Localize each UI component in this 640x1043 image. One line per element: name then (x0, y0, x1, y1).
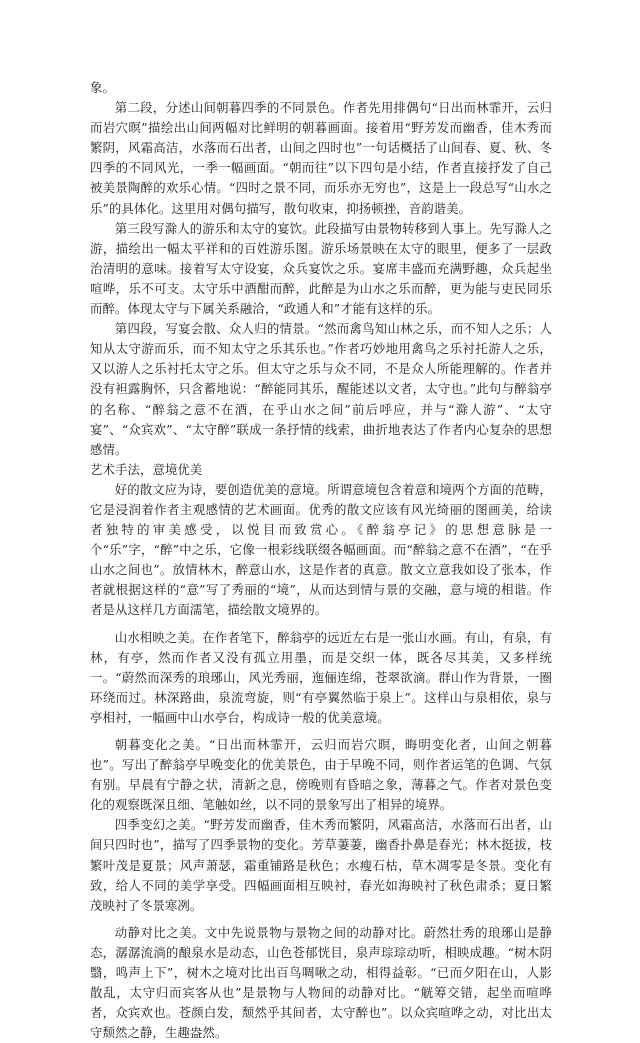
paragraph-motion-stillness-beauty: 动静对比之美。文中先说景物与景物之间的动静对比。蔚然壮秀的琅琊山是静态，潺潺流淌的酿泉水是动态，山色苍郁恍目，泉声琮琮动听，相映成趣。“树木阴翳，鸣声上下”，树木之境对比出百鸟啁啾之动，相得益彰。“已而夕阳在山，人影散乱，太守归而宾客从也”是景物与人物间的动静对比。“觥筹交错，起坐而喧哗者，众宾欢也。苍颜白发，颓然乎其间者，太守醉也”。以众宾喧哗之动，对比出太守颓然之静，生趣盎然。 (90, 924, 552, 1041)
paragraph-artistic-intro: 好的散文应为诗，要创造优美的意境。所谓意境包含着意和境两个方面的范畴，它是浸润着作者主观感情的艺术画面。优秀的散文应该有风光绮丽的图画美，给读者独特的审美感受，以悦目而致赏心。《醉翁亭记》的思想意脉是一个“乐”字，“醉”中之乐，它像一根彩线联缀各幅画面。而“醉翁之意不在酒”，“在乎山水之间也”。放情林木，醉意山水，这是作者的真意。散文立意我如设了张本，作者就根据这样的“意”写了秀丽的“境”，从而达到情与景的交融，意与境的相谐。作者是从这样几方面濡笔，描绘散文境界的。 (90, 481, 552, 618)
paragraph-continuation: 象。 (90, 80, 115, 95)
paragraph-landscape-beauty: 山水相映之美。在作者笔下，醉翁亭的远近左右是一张山水画。有山，有泉，有林，有亭，然而作者又没有孤立用墨，而是交织一体，既各尽其美，又多样统一。“蔚然而深秀的琅琊山，风光秀丽，迤俪连绵，苍翠欲滴。群山作为背景，一圈环绕而过。林深路曲，泉流弯旋，则“有亭翼然临于泉上”。这样山与泉相依，泉与亭相衬，一幅画中山水亭台，构成诗一般的优美意境。 (90, 629, 552, 725)
paragraph-four-seasons-beauty: 四季变幻之美。“野芳发而幽香，佳木秀而繁阴，风霜高洁，水落而石出者，山间只四时也”，描写了四季景物的变化。芳草萋萋，幽香扑鼻是春光；林木挺拔，枝繁叶茂是夏景；风声萧瑟，霜重铺路是秋色；水瘦石枯，草木凋零是冬景。变化有致，给人不同的美学享受。四幅画面相互映衬，春光如海映衬了秋色肃杀；夏日繁茂映衬了冬景寒冽。 (90, 817, 552, 913)
paragraph-morning-evening-beauty: 朝暮变化之美。“日出而林霏开，云归而岩穴暝，晦明变化者，山间之朝暮也”。写出了醉翁亭早晚变化的优美景色，由于早晚不同，则作者运笔的色调、气氛有别。早晨有宁静之状，清新之息，傍晚则有昏暗之象，薄暮之气。作者对景色变化的观察既深且细、笔触如丝，以不同的景象写出了相异的境界。 (90, 737, 552, 813)
paragraph-third-section: 第三段写滁人的游乐和太守的宴饮。此段描写由景物转移到人事上。先写滁人之游，描绘出一幅太平祥和的百姓游乐图。游乐场景映在太守的眼里，便多了一层政治清明的意味。接着写太守设宴，众兵宴饮之乐。宴席丰盛而充满野趣，众兵起坐喧哗，乐不可支。太守乐中酒酣而醉，此醉是为山水之乐而醉，更为能与吏民同乐而醉。体现太守与下属关系融洽，“政通人和”才能有这样的乐。 (90, 220, 552, 317)
section-heading: 艺术手法，意境优美 (90, 461, 203, 477)
paragraph-second-section: 第二段，分述山间朝暮四季的不同景色。作者先用排偶句“日出而林霏开，云归而岩穴暝”描绘出山间两幅对比鲜明的朝暮画面。接着用“野芳发而幽香，佳木秀而繁阴，风霜高洁，水落而石出者，山间之四时也”一句话概括了山间春、夏、秋、冬四季的不同风光，一季一幅画面。“朝而往”以下四句是小结，作者直接抒发了自己被美景陶醉的欢乐心情。“四时之景不同，而乐亦无穷也”，这是上一段总写“山水之乐”的具体化。这里用对偶句描写，散句收束，抑扬顿挫，音韵谐美。 (90, 100, 552, 216)
paragraph-fourth-section: 第四段，写宴会散、众人归的情景。“然而禽鸟知山林之乐，而不知人之乐；人知从太守游而乐，而不知太守之乐其乐也。”作者巧妙地用禽鸟之乐衬托游人之乐，又以游人之乐衬托太守之乐。但太守之乐与众不同，不是众人所能理解的。作者并没有袒露胸怀，只含蓄地说：“醉能同其乐，醒能述以文者，太守也。”此句与醉翁亭的名称、“醉翁之意不在酒，在乎山水之间”前后呼应，并与“滁人游”、“太守宴”、“众宾欢”、“太守醉”联成一条抒情的线索，曲折地表达了作者内心复杂的思想感情。 (90, 321, 552, 457)
